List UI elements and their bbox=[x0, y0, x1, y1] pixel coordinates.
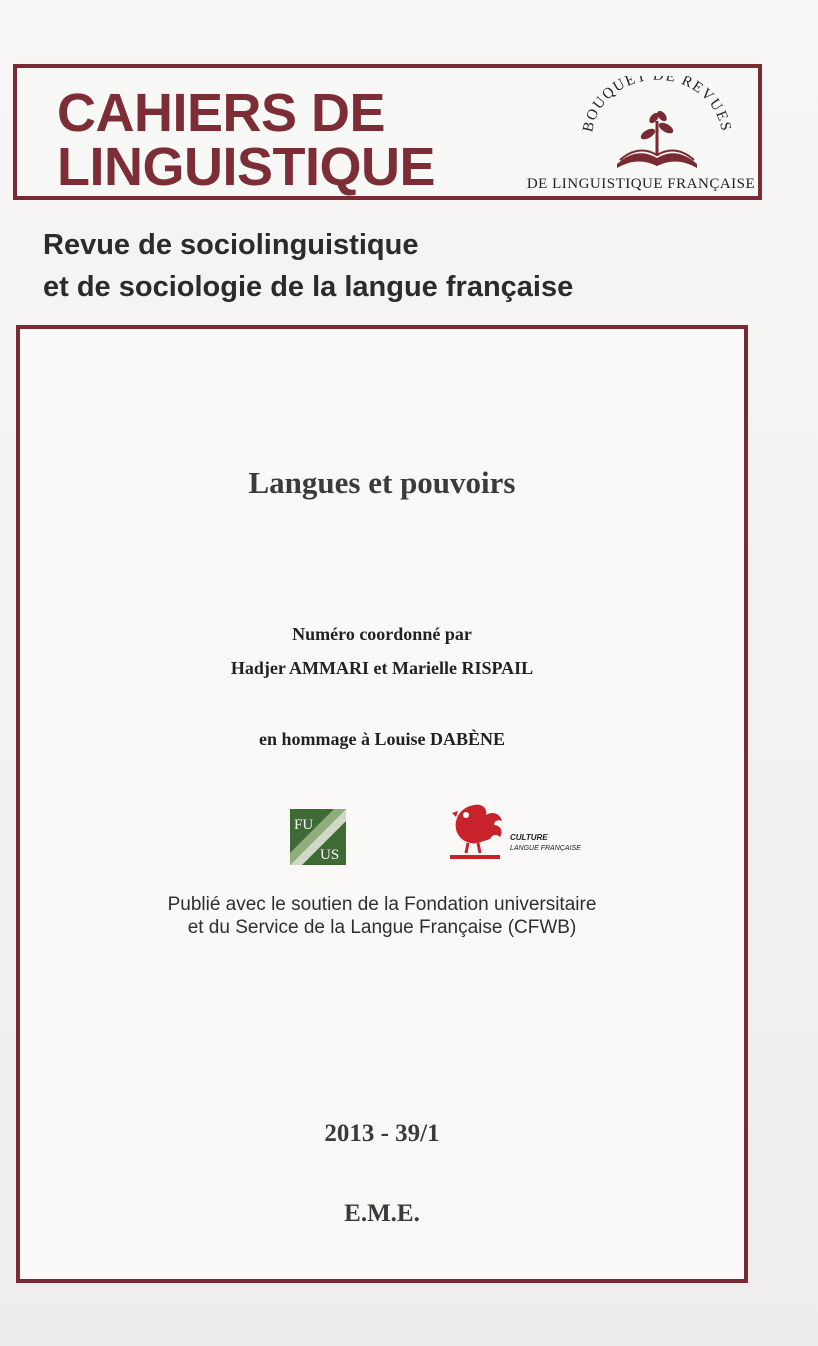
coordinated-by: Numéro coordonné par bbox=[292, 624, 472, 644]
fondation-universitaire-logo-icon bbox=[290, 809, 346, 865]
fu-logo-bottom-text: US bbox=[320, 847, 340, 863]
bouquet-arc-text: BOUQUET E REVUES bbox=[580, 76, 734, 134]
culture-logo bbox=[448, 799, 598, 869]
bouquet-caption: DE LINGUISTIQUE FRANÇAISE bbox=[526, 176, 756, 192]
main-frame bbox=[16, 325, 748, 1283]
issue-title: Langues et pouvoirs bbox=[248, 465, 516, 500]
journal-subtitle bbox=[43, 224, 573, 308]
header-frame bbox=[13, 64, 762, 200]
bouquet-logo bbox=[522, 76, 760, 198]
journal-title-line1: CAHIERS DE bbox=[57, 83, 386, 143]
tribute: en hommage à Louise DABÈNE bbox=[258, 729, 505, 749]
support-line1: Publié avec le soutien de la Fondation universitaire bbox=[167, 894, 597, 915]
rooster-icon bbox=[448, 799, 508, 861]
culture-label: CULTURE bbox=[510, 833, 548, 842]
bouquet-emblem-icon bbox=[522, 76, 760, 176]
subtitle-line2: et de sociologie de la langue française bbox=[43, 271, 574, 303]
journal-title-line2: LINGUISTIQUE bbox=[57, 137, 436, 197]
langue-francaise-label: LANGUE FRANÇAISE bbox=[510, 845, 581, 852]
year-volume: 2013 - 39/1 bbox=[324, 1120, 440, 1147]
support-statement bbox=[20, 893, 744, 939]
subtitle-line1: Revue de sociolinguistique bbox=[43, 229, 419, 261]
journal-title bbox=[57, 83, 436, 197]
authors: Hadjer AMMARI et Marielle RISPAIL bbox=[230, 658, 534, 678]
fu-logo-top-text: FU bbox=[294, 817, 314, 833]
publisher: E.M.E. bbox=[344, 1200, 420, 1227]
support-line2: et du Service de la Langue Française (CFWB) bbox=[187, 917, 577, 938]
